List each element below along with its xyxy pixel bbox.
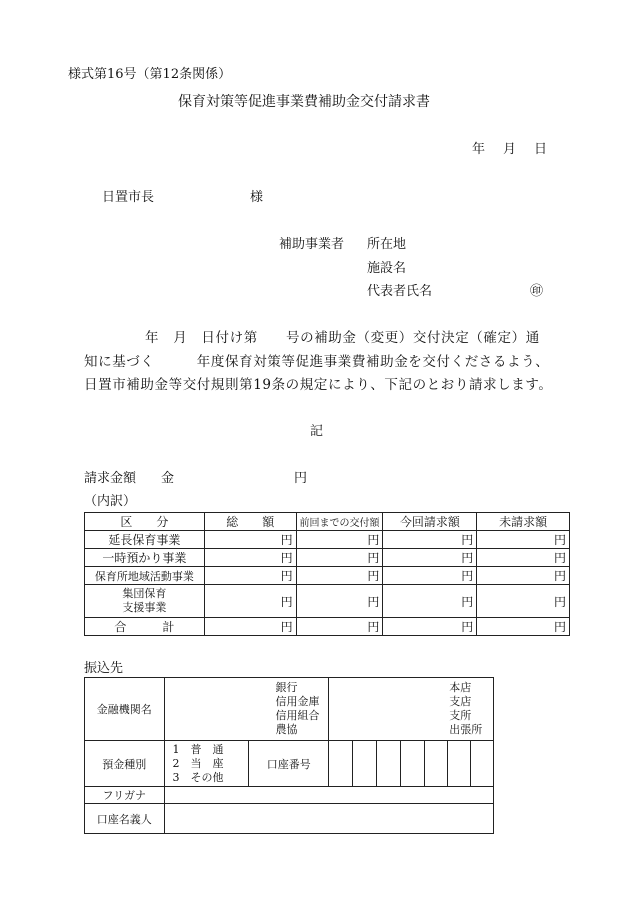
table-row bbox=[85, 531, 570, 549]
account-digit-box bbox=[470, 741, 493, 787]
address-label: 所在地 bbox=[367, 237, 407, 252]
account-digit-box bbox=[401, 741, 425, 787]
institution-row bbox=[85, 678, 494, 741]
date-day: 日 bbox=[534, 142, 548, 157]
branch-type-main: 本店 bbox=[449, 681, 472, 694]
breakdown-header-row bbox=[85, 513, 570, 531]
branch-type-office: 支所 bbox=[449, 709, 472, 722]
representative-label: 代表者氏名 bbox=[367, 284, 433, 299]
date-year: 年 bbox=[472, 142, 486, 157]
account-holder-value bbox=[164, 804, 493, 834]
branch-types bbox=[329, 678, 494, 741]
facility-label: 施設名 bbox=[367, 261, 407, 276]
transfer-caption: 振込先 bbox=[84, 661, 124, 676]
cell-yen: 円 bbox=[204, 549, 296, 567]
header-total: 総 額 bbox=[204, 513, 296, 531]
header-current: 今回請求額 bbox=[383, 513, 477, 531]
institution-types bbox=[164, 678, 329, 741]
header-unclaimed: 未請求額 bbox=[477, 513, 570, 531]
cell-yen: 円 bbox=[383, 531, 477, 549]
cell-yen: 円 bbox=[477, 618, 570, 636]
body-line-3: 日置市補助金等交付規則第19条の規定により、下記のとおり請求します。 bbox=[84, 377, 553, 393]
furigana-row bbox=[85, 787, 494, 804]
account-digit-box bbox=[353, 741, 377, 787]
page-title: 保育対策等促進事業費補助金交付請求書 bbox=[178, 94, 430, 110]
body-line-1: 年 月 日付け第 号の補助金（変更）交付決定（確定）通 bbox=[145, 330, 540, 346]
row-label-line-1: 集団保育 bbox=[122, 587, 167, 600]
deposit-type-label: 預金種別 bbox=[85, 741, 165, 787]
deposit-row bbox=[85, 741, 494, 787]
breakdown-caption: （内訳） bbox=[84, 494, 137, 509]
account-holder-label: 口座名義人 bbox=[85, 804, 165, 834]
body-line-2: 知に基づく 年度保育対策等促進事業費補助金を交付くださるよう、 bbox=[84, 354, 550, 370]
request-amount-label: 請求金額 bbox=[84, 471, 137, 486]
cell-yen: 円 bbox=[296, 618, 383, 636]
inst-type-shinkin: 信用金庫 bbox=[275, 695, 320, 708]
cell-yen: 円 bbox=[477, 549, 570, 567]
cell-yen: 円 bbox=[204, 531, 296, 549]
deposit-options bbox=[164, 741, 249, 787]
deposit-option-other: 3 その他 bbox=[172, 770, 224, 784]
row-label: 保育所地域活動事業 bbox=[85, 567, 205, 585]
table-row bbox=[85, 567, 570, 585]
branch-type-branch: 支店 bbox=[449, 695, 472, 708]
table-row-total bbox=[85, 618, 570, 636]
table-row bbox=[85, 549, 570, 567]
cell-yen: 円 bbox=[383, 549, 477, 567]
row-label: 一時預かり事業 bbox=[85, 549, 205, 567]
furigana-value bbox=[164, 787, 493, 804]
applicant-role: 補助事業者 bbox=[279, 237, 345, 252]
account-digit-box bbox=[447, 741, 470, 787]
row-label-line-2: 支援事業 bbox=[122, 601, 167, 614]
account-number-label: 口座番号 bbox=[249, 741, 329, 787]
furigana-label: フリガナ bbox=[85, 787, 165, 804]
cell-yen: 円 bbox=[204, 567, 296, 585]
row-label bbox=[85, 585, 205, 618]
cell-yen: 円 bbox=[204, 585, 296, 618]
header-category: 区 分 bbox=[85, 513, 205, 531]
date-month: 月 bbox=[503, 142, 517, 157]
seal-mark: ㊞ bbox=[530, 284, 544, 299]
cell-yen: 円 bbox=[477, 585, 570, 618]
deposit-option-ordinary: 1 普 通 bbox=[172, 742, 224, 756]
breakdown-table bbox=[84, 512, 570, 636]
cell-yen: 円 bbox=[383, 618, 477, 636]
header-previous: 前回までの交付額 bbox=[296, 513, 383, 531]
branch-type-agency: 出張所 bbox=[449, 723, 483, 736]
form-number: 様式第16号（第12条関係） bbox=[68, 67, 232, 82]
holder-row bbox=[85, 804, 494, 834]
request-kin: 金 bbox=[161, 471, 175, 486]
institution-label: 金融機関名 bbox=[85, 678, 165, 741]
cell-yen: 円 bbox=[296, 549, 383, 567]
cell-yen: 円 bbox=[204, 618, 296, 636]
cell-yen: 円 bbox=[296, 531, 383, 549]
cell-yen: 円 bbox=[383, 567, 477, 585]
deposit-option-current: 2 当 座 bbox=[172, 756, 224, 770]
account-digit-box bbox=[425, 741, 448, 787]
ki-marker: 記 bbox=[310, 424, 324, 439]
transfer-table bbox=[84, 677, 494, 834]
table-row bbox=[85, 585, 570, 618]
cell-yen: 円 bbox=[383, 585, 477, 618]
cell-yen: 円 bbox=[477, 567, 570, 585]
account-digit-box bbox=[377, 741, 401, 787]
account-digit-box bbox=[329, 741, 353, 787]
addressee-name: 日置市長 bbox=[102, 190, 155, 205]
cell-yen: 円 bbox=[296, 585, 383, 618]
addressee-honorific: 様 bbox=[250, 190, 264, 205]
row-label: 合 計 bbox=[85, 618, 205, 636]
inst-type-nokyo: 農協 bbox=[275, 723, 298, 736]
row-label: 延長保育事業 bbox=[85, 531, 205, 549]
request-yen: 円 bbox=[294, 471, 308, 486]
inst-type-bank: 銀行 bbox=[275, 681, 298, 694]
cell-yen: 円 bbox=[477, 531, 570, 549]
cell-yen: 円 bbox=[296, 567, 383, 585]
inst-type-shinkumi: 信用組合 bbox=[275, 709, 320, 722]
